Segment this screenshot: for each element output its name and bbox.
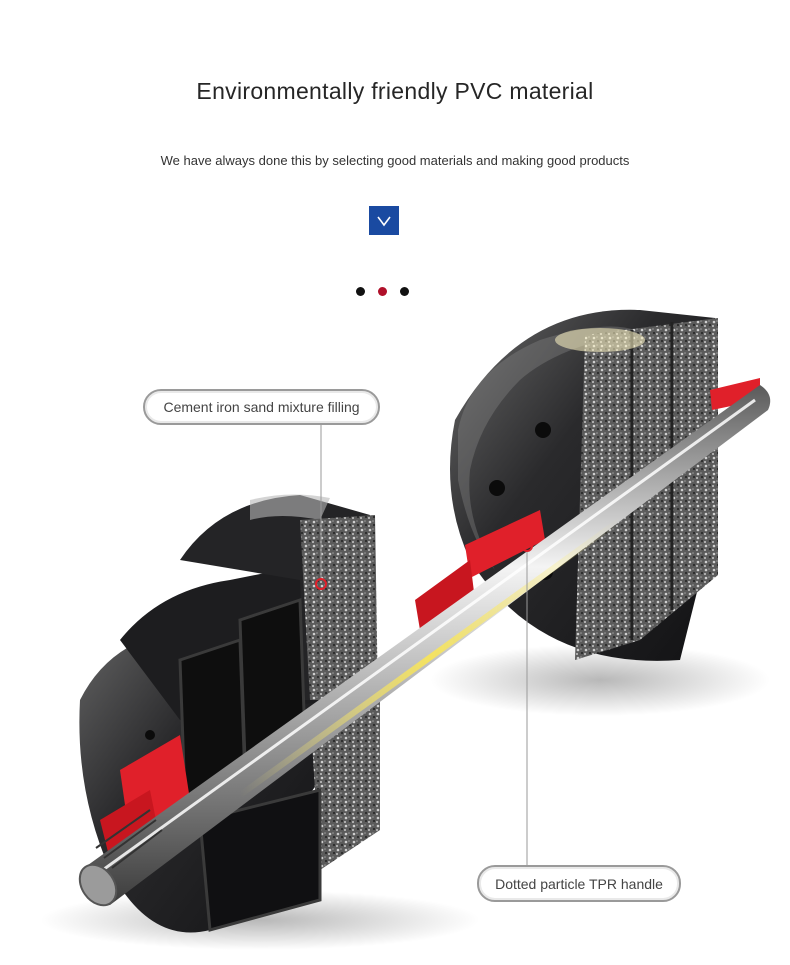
carousel-dots: [356, 287, 409, 296]
page-subtitle: We have always done this by selecting good materials and making good products: [160, 153, 630, 168]
carousel-dot-1[interactable]: [356, 287, 365, 296]
carousel-dot-3[interactable]: [400, 287, 409, 296]
expand-button[interactable]: [369, 206, 399, 235]
page-title: Environmentally friendly PVC material: [196, 78, 594, 104]
callout-filling: Cement iron sand mixture filling: [143, 389, 380, 425]
callout-handle: Dotted particle TPR handle: [477, 865, 681, 902]
carousel-dot-2[interactable]: [378, 287, 387, 296]
chevron-down-icon: [376, 215, 392, 227]
dumbbell-illustration: [0, 300, 790, 965]
